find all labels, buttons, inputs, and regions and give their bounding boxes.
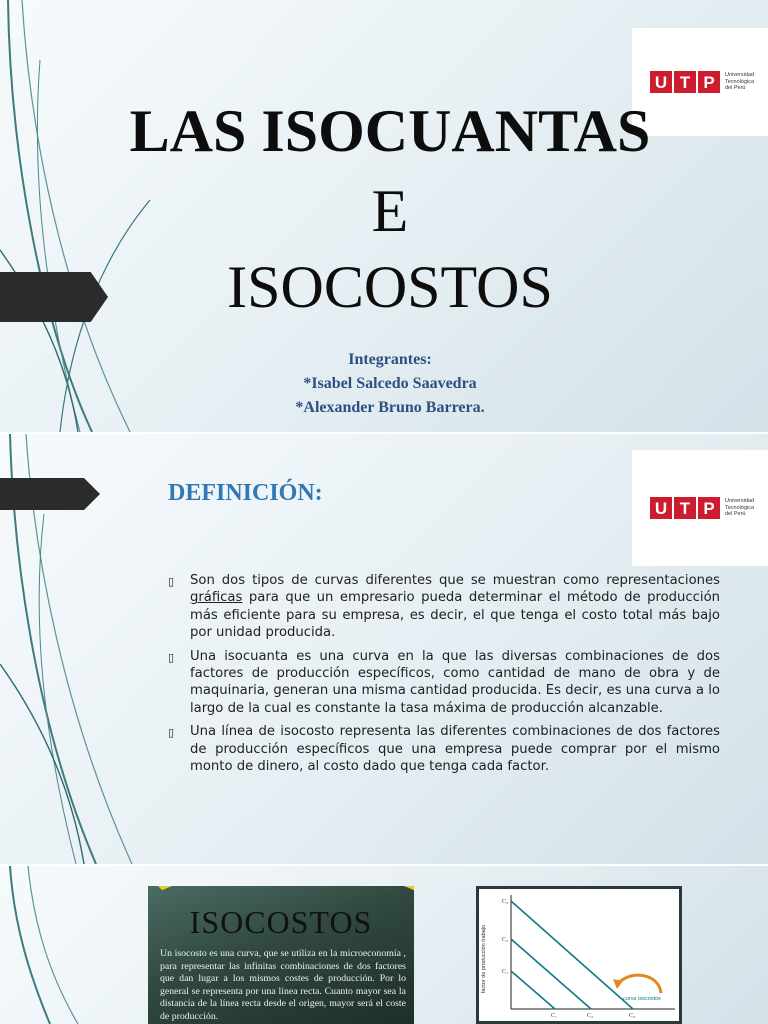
members-label: Integrantes: [348,351,432,368]
y-axis-label: factor de producción trabajo [481,924,487,994]
title-slide [0,0,768,432]
list-item [168,572,720,642]
definition-list [168,572,720,781]
slide-title-line-2: E [371,178,409,244]
list-item [168,723,720,775]
utp-logo-mark [650,497,720,519]
utp-logo-text-line: del Perú [725,511,746,518]
bullet-text: para que un empresario pueda determinar el método de producción más eficiente para su empresa, es decir, el que tenga el costo total más bajo por unidad producida. [190,590,720,641]
isocost-line-c2 [511,939,591,1009]
utp-logo-text [725,498,765,518]
bullet-text: Son dos tipos de curvas diferentes que se muestran como representaciones [190,573,720,588]
utp-logo-text-line: Tecnológica [725,78,755,85]
utp-logo [632,450,768,566]
list-item [168,648,720,718]
annotation-arrow [617,975,661,993]
card-body-text: Un isocosto es una curva, que se utiliza en la microeconomía , para representar las infinitas combinaciones de dos factores que dan lugar a los mismos costes de producción. Por lo general se representa por una línea recta. Cuanto mayor sea la distancia de la línea recta desde el origen, mayor será el coste de producción. [160,948,406,1022]
isocost-line-c1 [511,971,555,1009]
isocost-graph-svg [479,889,679,1021]
isocostos-slide [0,866,768,1024]
x-tick-label: C₂ [587,1013,594,1019]
slide-title-line-3: ISOCOSTOS [227,254,553,320]
utp-logo-letter: U [650,497,672,519]
x-tick-label: C₃ [629,1013,636,1019]
x-tick-label: C₁ [551,1013,558,1019]
definition-slide [0,434,768,864]
utp-logo-text-line: Universidad [725,72,755,79]
utp-logo-letter: U [650,71,672,93]
bullet-icon: ▯ [168,726,175,740]
bullet-text-underlined: gráficas [190,590,243,606]
isocost-graph [476,886,682,1024]
isocostos-card [148,886,414,1024]
utp-logo-mark [650,71,720,93]
bullet-text: Una isocuanta es una curva en la que las diversas combinaciones de dos factores de producción específicos, como cantidad de mano de obra y de maquinaria, generan una misma cantidad producida. Es decir, es una curva a lo largo de la cual es constante la tasa máxima de producción alcanzable. [190,648,720,716]
bullet-icon: ▯ [168,575,175,588]
y-tick-label: C₁ [502,969,509,975]
graph-annotation: curva isocostos [623,996,661,1002]
utp-logo-text-line: Universidad [725,498,755,505]
utp-logo-letter: P [698,71,720,93]
utp-logo-text-line: Tecnológica [725,504,755,511]
member-name: *Alexander Bruno Barrera. [295,399,485,416]
member-name: *Isabel Salcedo Saavedra [303,375,477,392]
utp-logo-text-line: del Perú [725,85,746,92]
utp-logo-letter: P [698,497,720,519]
utp-logo-letter: T [674,71,696,93]
y-tick-label: C₃ [502,899,509,905]
utp-logo-letter: T [674,497,696,519]
utp-logo-text [725,72,765,92]
bullet-icon: ▯ [168,650,175,664]
slide-tab-marker [0,478,100,510]
members-block [180,348,600,420]
slide-title-line-1: LAS ISOCUANTAS [129,98,651,164]
y-tick-label: C₂ [502,937,509,943]
definition-heading: DEFINICIÓN: [168,480,323,506]
bullet-text: Una línea de isocosto representa las diferentes combinaciones de dos factores de producción específicos que una empresa puede comprar por el mismo monto de dinero, al costo dado que tenga cada factor. [190,724,720,775]
card-title: ISOCOSTOS [189,904,373,940]
